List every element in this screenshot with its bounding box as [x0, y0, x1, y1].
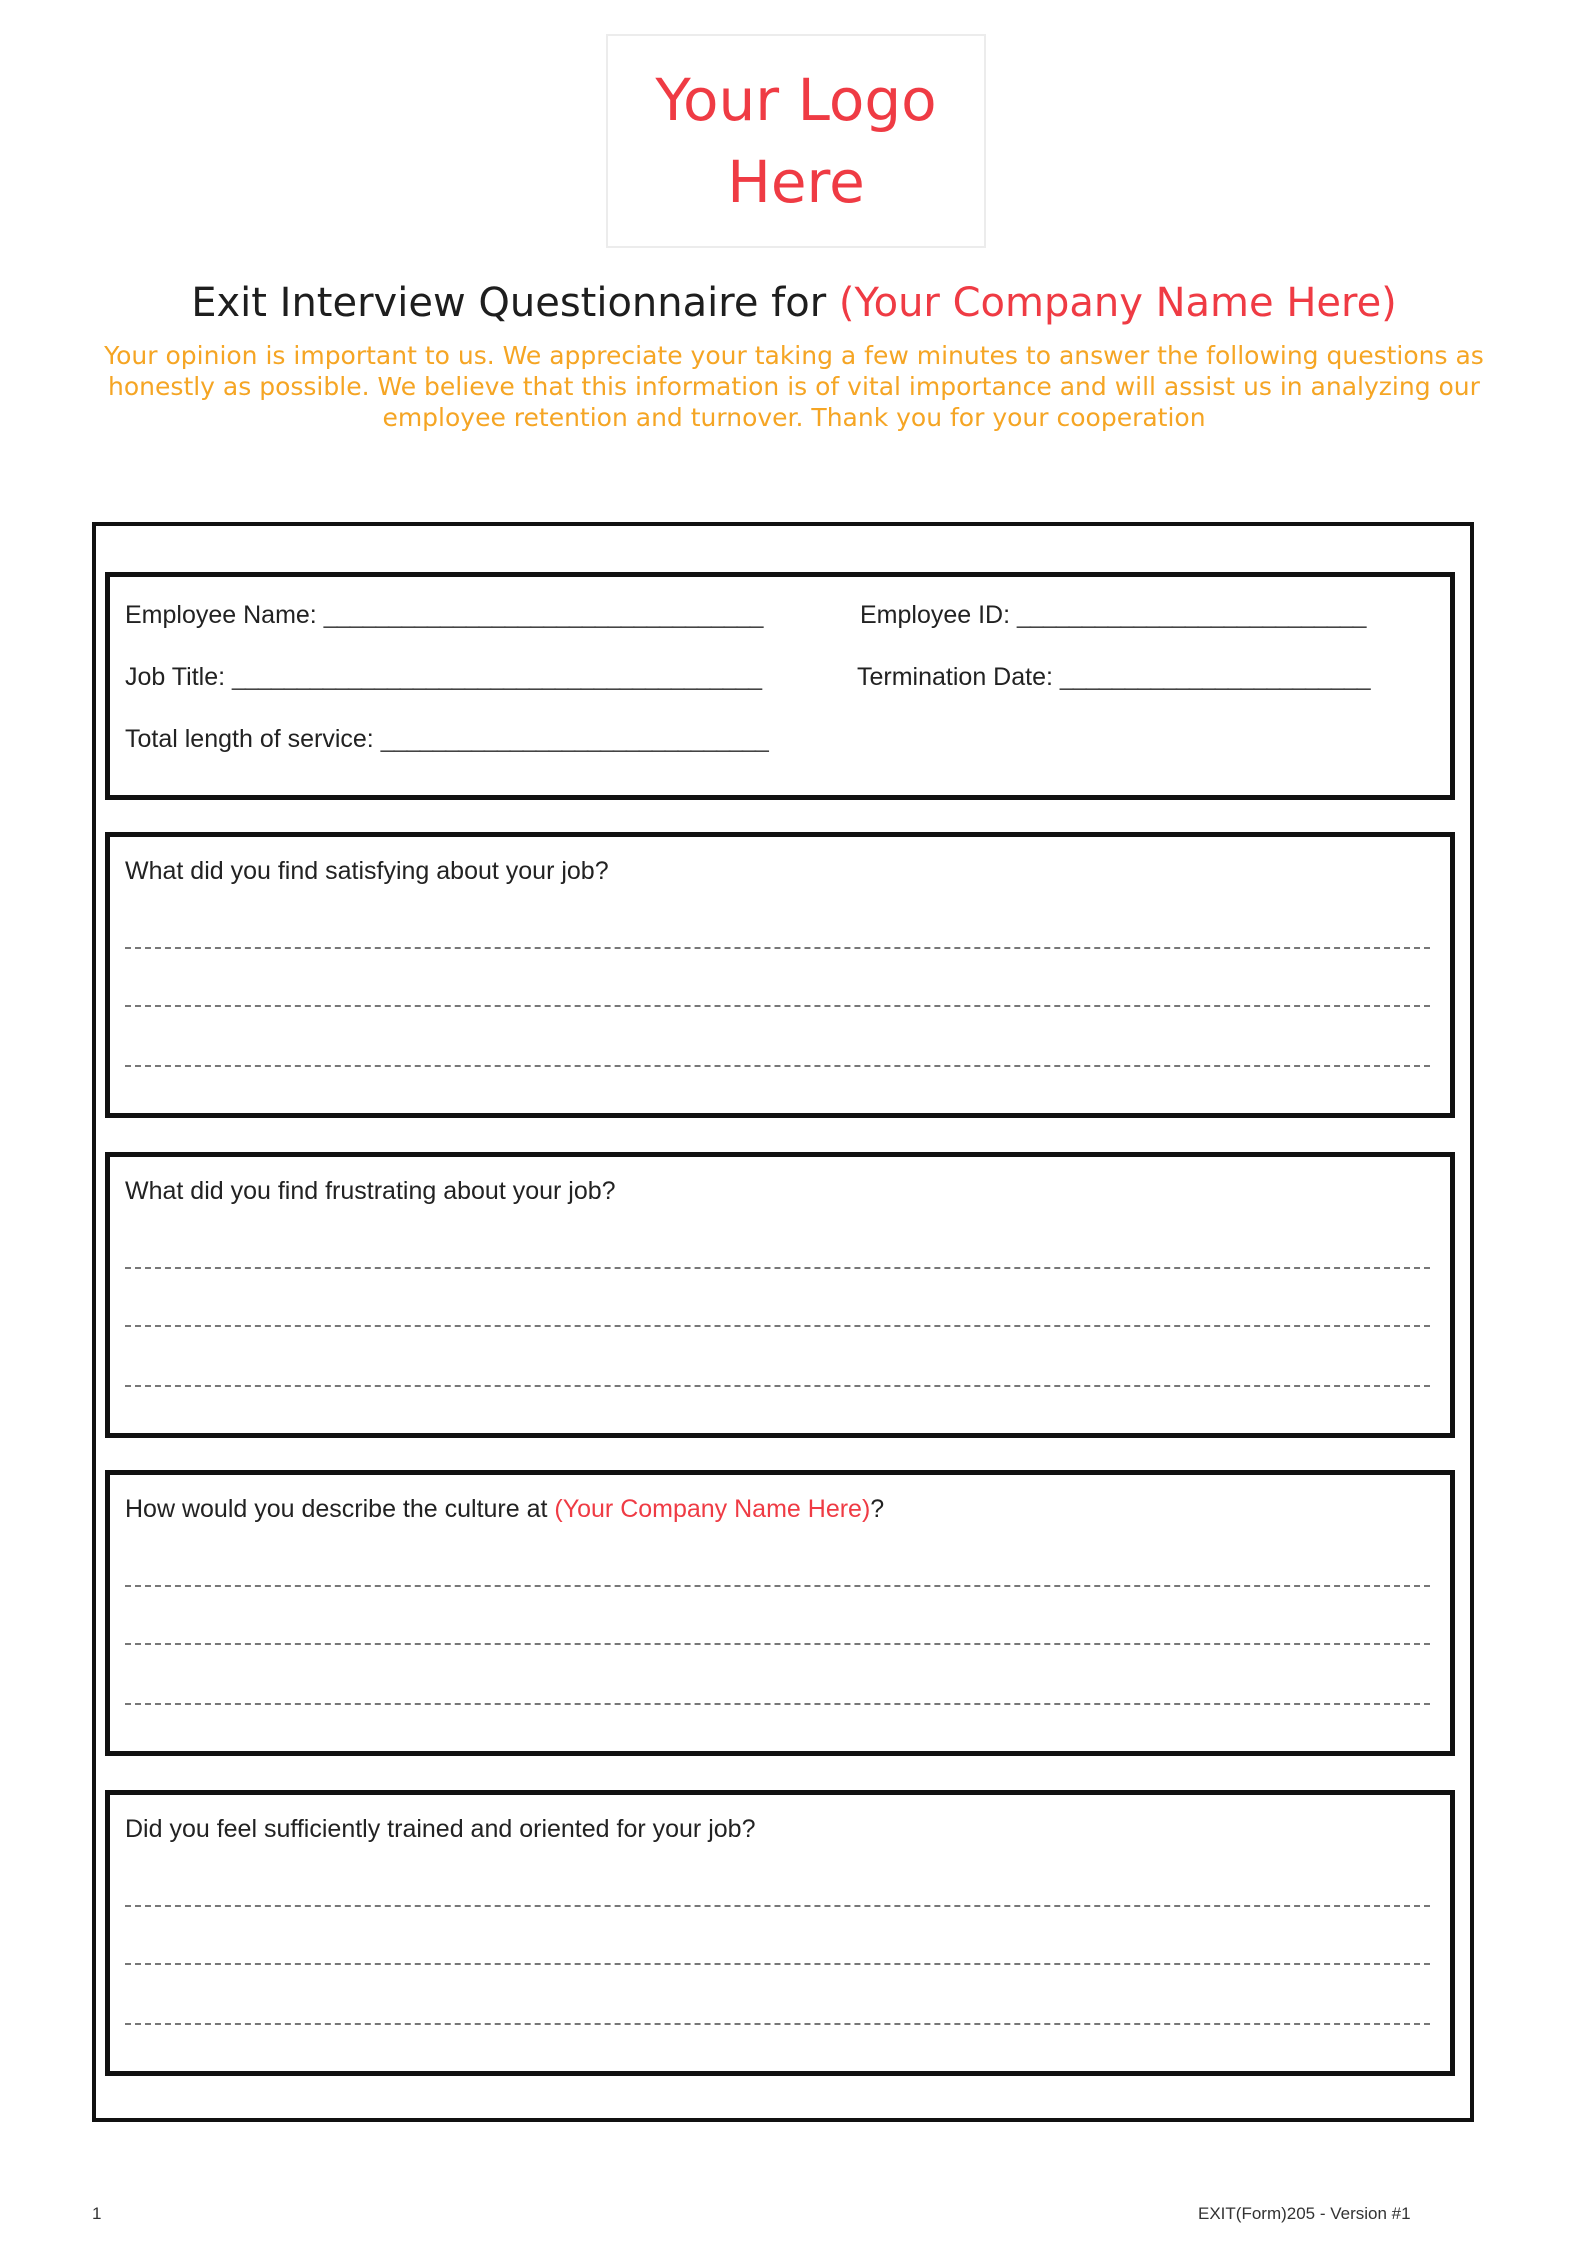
- answer-line[interactable]: [125, 1267, 1430, 1269]
- page-number: 1: [92, 2204, 102, 2223]
- employee-name-label: Employee Name:: [125, 601, 317, 629]
- question-section-culture: [105, 1470, 1455, 1756]
- employee-info-section: [105, 572, 1455, 800]
- answer-line[interactable]: [125, 1005, 1430, 1007]
- length-of-service-blank[interactable]: ______________________________: [380, 725, 768, 753]
- termination-date-blank[interactable]: ________________________: [1059, 663, 1370, 691]
- job-title-blank[interactable]: _________________________________________: [232, 663, 762, 691]
- length-of-service-label: Total length of service:: [125, 725, 374, 753]
- question-section-frustrating: [105, 1152, 1455, 1438]
- answer-line[interactable]: [125, 1703, 1430, 1705]
- form-version: EXIT(Form)205 - Version #1: [1198, 2204, 1411, 2223]
- question-text: What did you find satisfying about your job?: [125, 857, 609, 885]
- answer-line[interactable]: [125, 1385, 1430, 1387]
- question-company-name: (Your Company Name Here): [554, 1495, 871, 1523]
- question-text-before: How would you describe the culture at: [125, 1495, 548, 1523]
- question-section-satisfying: [105, 832, 1455, 1118]
- job-title-label: Job Title:: [125, 663, 226, 691]
- employee-id-blank[interactable]: ___________________________: [1017, 601, 1366, 629]
- question-text-after: ?: [870, 1495, 885, 1523]
- job-title-field[interactable]: [125, 663, 761, 692]
- employee-name-blank[interactable]: __________________________________: [323, 601, 763, 629]
- employee-id-field[interactable]: [860, 601, 1365, 630]
- answer-line[interactable]: [125, 947, 1430, 949]
- intro-paragraph: Your opinion is important to us. We appreciate your taking a few minutes to answer the following questions as honestly as possible. We believe that this information is of vital importance and will assist us in analyzing our employee retention and turnover. Thank you for your cooperation: [104, 341, 1484, 432]
- logo-text: Your Logo Here: [655, 66, 937, 216]
- question-text: What did you find frustrating about your job?: [125, 1177, 616, 1205]
- answer-line[interactable]: [125, 1963, 1430, 1965]
- length-of-service-field[interactable]: [125, 725, 768, 754]
- termination-date-field[interactable]: [857, 663, 1370, 692]
- employee-name-field[interactable]: [125, 601, 762, 630]
- question-text: [125, 1495, 884, 1524]
- termination-date-label: Termination Date:: [857, 663, 1053, 691]
- answer-line[interactable]: [125, 1905, 1430, 1907]
- title-company-name: (Your Company Name Here): [838, 280, 1397, 326]
- question-section-training: [105, 1790, 1455, 2076]
- answer-line[interactable]: [125, 1585, 1430, 1587]
- title-text: Exit Interview Questionnaire for: [191, 280, 827, 326]
- answer-line[interactable]: [125, 1065, 1430, 1067]
- answer-line[interactable]: [125, 1643, 1430, 1645]
- employee-id-label: Employee ID:: [860, 601, 1011, 629]
- page-title: [0, 280, 1588, 326]
- logo-placeholder: [606, 34, 986, 248]
- answer-line[interactable]: [125, 1325, 1430, 1327]
- question-text: Did you feel sufficiently trained and oriented for your job?: [125, 1815, 756, 1843]
- answer-line[interactable]: [125, 2023, 1430, 2025]
